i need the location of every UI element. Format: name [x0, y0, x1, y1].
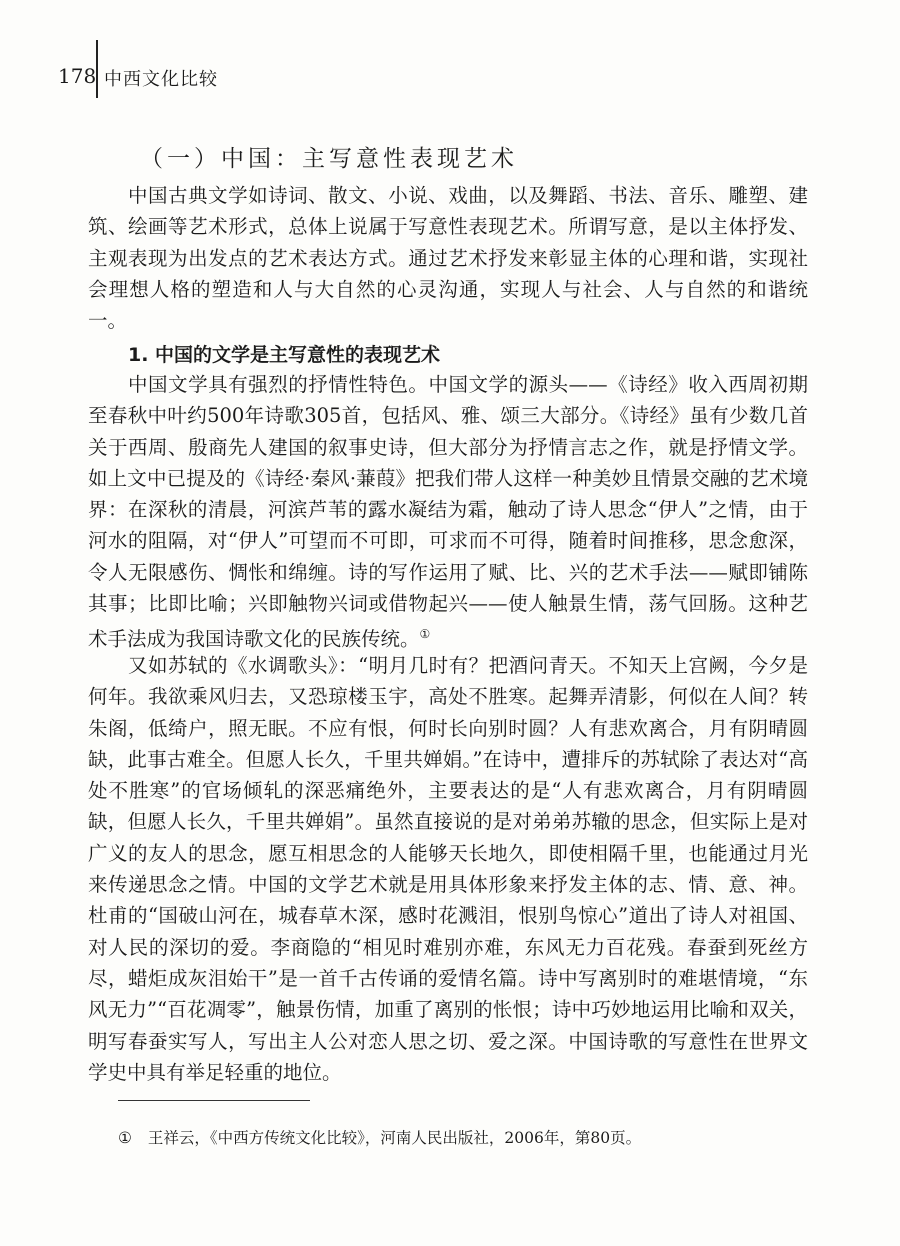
section-heading: （一）中国：主写意性表现艺术 [140, 146, 518, 172]
footnote-text: 王祥云，《中西方传统文化比较》，河南人民出版社，2006年，第80页。 [147, 1129, 642, 1147]
paragraph-intro: 中国古典文学如诗词、散文、小说、戏曲，以及舞蹈、书法、音乐、雕塑、建筑、绘画等艺术形式，总体上说属于写意性表现艺术。所谓写意，是以主体抒发、主观表现为出发点的艺术表达方式。通过艺术抒发来彰显主体的心理和谐，实现社会理想人格的塑造和人与大自然的心灵沟通，实现人与社会、人与自然的和谐统一。 [88, 184, 808, 333]
page-header [58, 40, 358, 100]
subheading: 1. 中国的文学是主写意性的表现艺术 [128, 344, 441, 366]
footnote-reference[interactable]: ① [419, 627, 431, 642]
paragraph-sushi: 又如苏轼的《水调歌头》：“明月几时有？把酒问青天。不知天上宫阙，今夕是何年。我欲乘风归去，又恐琼楼玉宇，高处不胜寒。起舞弄清影，何似在人间？转朱阁，低绮户，照无眠。不应有恨，何时长向别时圆？人有悲欢离合，月有阴晴圆缺，此事古难全。但愿人长久，千里共婵娟。”在诗中，遭排斥的苏轼除了表达对“高处不胜寒”的官场倾轧的深恶痛绝外，主要表达的是“人有悲欢离合，月有阴晴圆缺，但愿人长久，千里共婵娟”。虽然直接说的是对弟弟苏辙的思念，但实际上是对广义的友人的思念，愿互相思念的人能够天长地久，即使相隔千里，也能通过月光来传递思念之情。中国的文学艺术就是用具体形象来抒发主体的志、情、意、神。杜甫的“国破山河在，城春草木深，感时花溅泪，恨别鸟惊心”道出了诗人对祖国、对人民的深切的爱。李商隐的“相见时难别亦难，东风无力百花残。春蚕到死丝方尽，蜡炬成灰泪始干”是一首千古传诵的爱情名篇。诗中写离别时的难堪情境，“东风无力”“百花凋零”，触景伤情，加重了离别的怅恨；诗中巧妙地运用比喻和双关，明写春蚕实写人，写出主人公对恋人思之切、爱之深。中国诗歌的写意性在世界文学史中具有举足轻重的地位。 [88, 654, 808, 1084]
running-title: 中西文化比较 [104, 69, 218, 90]
footnote-mark: ① [118, 1129, 132, 1147]
paragraph-literature-text: 中国文学具有强烈的抒情性特色。中国文学的源头——《诗经》收入西周初期至春秋中叶约500年诗歌305首，包括风、雅、颂三大部分。《诗经》虽有少数几首关于西周、殷商先人建国的叙事史诗，但大部分为抒情言志之作，就是抒情文学。如上文中已提及的《诗经·秦风·蒹葭》把我们带人这样一种美妙且情景交融的艺术境界：在深秋的清晨，河滨芦苇的露水凝结为霜，触动了诗人思念“伊人”之情，由于河水的阻隔，对“伊人”可望而不可即，可求而不可得，随着时间推移，思念愈深，令人无限感伤、惆怅和绵缠。诗的写作运用了赋、比、兴的艺术手法——赋即铺陈其事；比即比喻；兴即触物兴词或借物起兴——使人触景生情，荡气回肠。这种艺术手法成为我国诗歌文化的民族传统。 [88, 373, 808, 651]
page-number: 178 [58, 64, 97, 88]
footnote [118, 1126, 641, 1148]
footnote-divider [118, 1100, 310, 1101]
paragraph-literature [88, 369, 808, 655]
header-divider [96, 40, 98, 98]
